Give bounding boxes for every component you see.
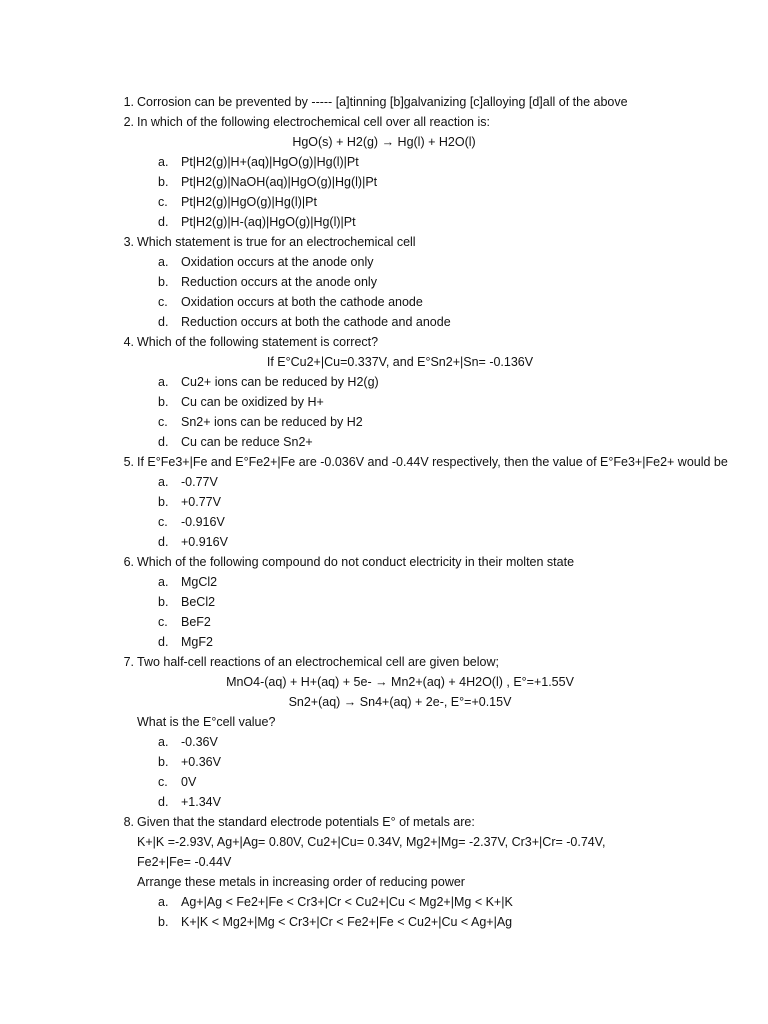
question-text: Which of the following compound do not conduct electricity in their molten state (137, 555, 575, 569)
potential-data-line-1: K+|K =-2.93V, Ag+|Ag= 0.80V, Cu2+|Cu= 0.34V, Mg2+|Mg= -2.37V, Cr3+|Cr= -0.74V, (137, 835, 606, 849)
option-label: c. (158, 515, 168, 529)
option-text: Cu can be reduce Sn2+ (181, 435, 313, 449)
option-text: Reduction occurs at both the cathode and anode (181, 315, 451, 329)
option-label: a. (158, 475, 169, 489)
option-label: b. (158, 395, 169, 409)
option-label: a. (158, 375, 169, 389)
option-label: d. (158, 215, 169, 229)
option-text: -0.916V (181, 515, 225, 529)
option-label: d. (158, 315, 169, 329)
given-potentials: If E°Cu2+|Cu=0.337V, and E°Sn2+|Sn= -0.136V (266, 355, 534, 369)
option-text: Oxidation occurs at both the cathode anode (181, 295, 423, 309)
question-text: If E°Fe3+|Fe and E°Fe2+|Fe are -0.036V and -0.44V respectively, then the value of E°Fe3+|Fe2+ would be (137, 455, 728, 469)
question-number: 6. (123, 555, 134, 569)
question-number: 4. (123, 335, 134, 349)
option-text: Pt|H2(g)|NaOH(aq)|HgO(g)|Hg(l)|Pt (181, 175, 378, 189)
half-reaction-1: MnO4-(aq) + H+(aq) + 5e- → Mn2+(aq) + 4H2O(l) , E°=+1.55V (226, 675, 574, 689)
option-label: d. (158, 535, 169, 549)
option-text: +0.77V (181, 495, 221, 509)
question-number: 1. (123, 95, 134, 109)
option-text: Pt|H2(g)|HgO(g)|Hg(l)|Pt (181, 195, 317, 209)
option-text: Cu can be oxidized by H+ (181, 395, 324, 409)
option-text: Oxidation occurs at the anode only (181, 255, 374, 269)
option-label: c. (158, 775, 168, 789)
question-number: 2. (123, 115, 134, 129)
option-text: Cu2+ ions can be reduced by H2(g) (181, 375, 379, 389)
option-text: -0.36V (181, 735, 218, 749)
option-label: b. (158, 175, 169, 189)
option-label: d. (158, 795, 169, 809)
option-text: MgCl2 (181, 575, 218, 589)
option-text: +0.36V (181, 755, 221, 769)
question-number: 3. (123, 235, 134, 249)
reaction-equation: HgO(s) + H2(g) → Hg(l) + H2O(l) (292, 135, 476, 149)
option-text: -0.77V (181, 475, 218, 489)
question-text: Corrosion can be prevented by ----- [a]tinning [b]galvanizing [c]alloying [d]all of the above (137, 95, 628, 109)
option-label: b. (158, 495, 169, 509)
question-prompt: Arrange these metals in increasing order of reducing power (137, 875, 465, 889)
option-label: b. (158, 755, 169, 769)
question-number: 8. (123, 815, 134, 829)
question-text: Which of the following statement is correct? (137, 335, 379, 349)
option-text: Sn2+ ions can be reduced by H2 (181, 415, 363, 429)
question-text: Given that the standard electrode potentials E° of metals are: (137, 815, 475, 829)
question-text: Which statement is true for an electrochemical cell (137, 235, 416, 249)
option-label: a. (158, 255, 169, 269)
question-prompt: What is the E°cell value? (137, 715, 276, 729)
question-number: 7. (123, 655, 134, 669)
option-label: c. (158, 195, 168, 209)
question-number: 5. (123, 455, 134, 469)
option-label: d. (158, 635, 169, 649)
option-label: c. (158, 415, 168, 429)
option-label: b. (158, 275, 169, 289)
option-label: b. (158, 595, 169, 609)
option-text: K+|K < Mg2+|Mg < Cr3+|Cr < Fe2+|Fe < Cu2+|Cu < Ag+|Ag (181, 915, 513, 929)
option-text: MgF2 (181, 635, 213, 649)
option-text: BeCl2 (181, 595, 216, 609)
potential-data-line-2: Fe2+|Fe= -0.44V (137, 855, 232, 869)
option-text: 0V (181, 775, 197, 789)
question-text: In which of the following electrochemical cell over all reaction is: (137, 115, 490, 129)
option-text: Reduction occurs at the anode only (181, 275, 377, 289)
option-text: Pt|H2(g)|H-(aq)|HgO(g)|Hg(l)|Pt (181, 215, 356, 229)
half-reaction-2: Sn2+(aq) → Sn4+(aq) + 2e-, E°=+0.15V (288, 695, 512, 709)
option-label: c. (158, 295, 168, 309)
option-label: a. (158, 735, 169, 749)
option-text: +1.34V (181, 795, 221, 809)
option-text: BeF2 (181, 615, 211, 629)
option-label: b. (158, 915, 169, 929)
option-label: c. (158, 615, 168, 629)
option-label: a. (158, 575, 169, 589)
option-text: +0.916V (181, 535, 228, 549)
question-text: Two half-cell reactions of an electrochemical cell are given below; (137, 655, 499, 669)
option-label: a. (158, 155, 169, 169)
option-text: Ag+|Ag < Fe2+|Fe < Cr3+|Cr < Cu2+|Cu < Mg2+|Mg < K+|K (181, 895, 513, 909)
option-label: a. (158, 895, 169, 909)
option-label: d. (158, 435, 169, 449)
option-text: Pt|H2(g)|H+(aq)|HgO(g)|Hg(l)|Pt (181, 155, 359, 169)
